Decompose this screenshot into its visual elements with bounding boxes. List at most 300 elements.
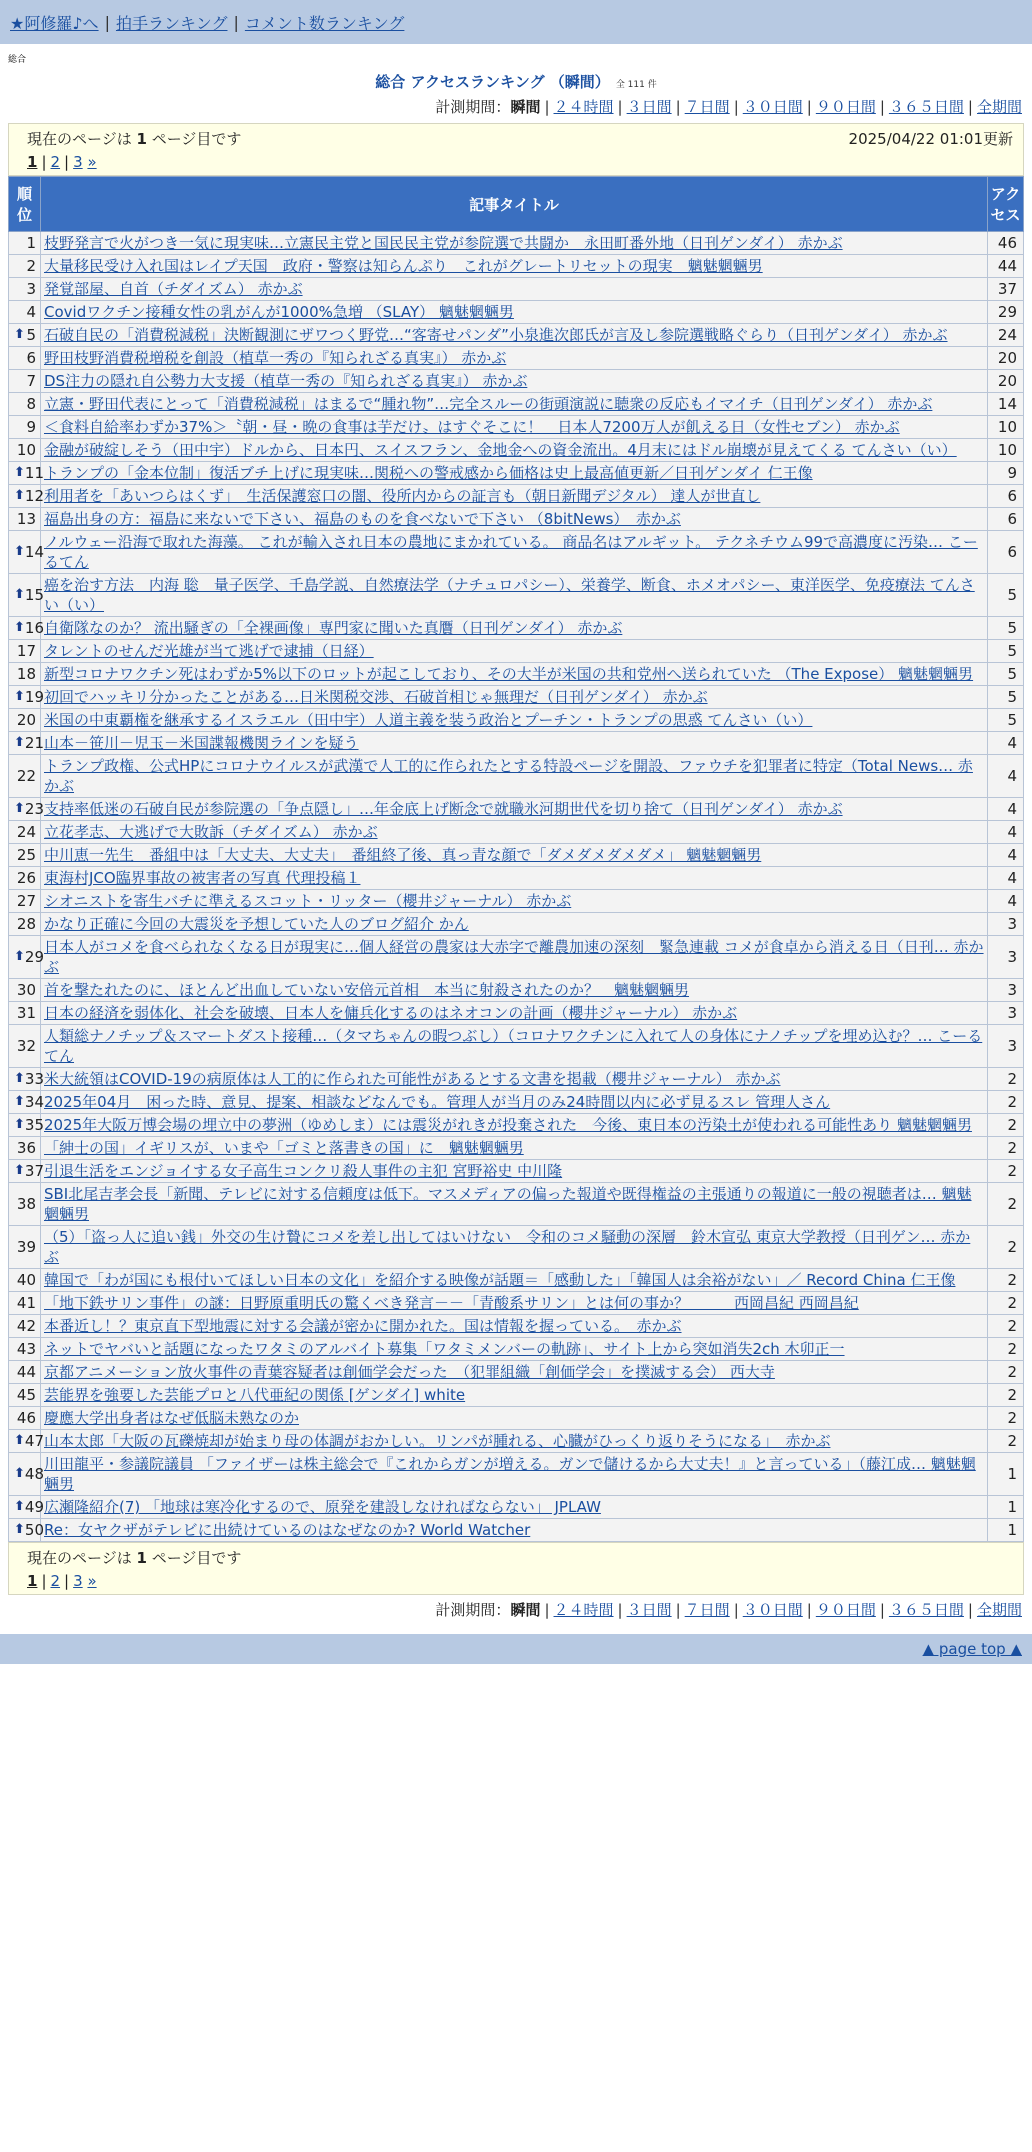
item-count: 全 111 件 <box>615 80 657 90</box>
article-link[interactable]: 石破自民の「消費税減税」決断観測にザワつく野党…“客寄せパンダ”小泉進次郎氏が言及し参院選戦略ぐらり（日刊ゲンダイ） 赤かぶ <box>44 326 948 344</box>
access-count: 46 <box>988 232 1024 255</box>
rank-number: 23 <box>24 800 44 818</box>
article-link[interactable]: 本番近し！？東京直下型地震に対する会議が密かに開かれた。国は情報を握っている。 赤かぶ <box>44 1317 682 1335</box>
article-link[interactable]: 韓国で「わが国にも根付いてほしい日本の文化」を紹介する映像が話題＝「感動した」「韓国人は余裕がない」／ Record China 仁王像 <box>44 1271 956 1289</box>
period-option[interactable]: ９０日間 <box>815 98 876 116</box>
article-link[interactable]: 枝野発言で火がつき一気に現実味…立憲民主党と国民民主党が参院選で共闘か 永田町番外地（日刊ゲンダイ） 赤かぶ <box>44 234 843 252</box>
title-cell <box>41 1025 988 1068</box>
period-separator: | <box>617 98 623 116</box>
table-row <box>9 462 1024 485</box>
home-link[interactable]: ★阿修羅♪へ <box>10 13 99 33</box>
ranking-body <box>9 232 1024 1542</box>
rank-cell <box>9 709 41 732</box>
table-row <box>9 1519 1024 1542</box>
rank-cell <box>9 1226 41 1269</box>
rank-cell <box>9 301 41 324</box>
rank-cell <box>9 1407 41 1430</box>
article-link[interactable]: ノルウェー沿海で取れた海藻。 これが輸入され日本の農地にまかれている。 商品名はアルギット。 テクネチウム99で高濃度に汚染… こーるてん <box>44 533 978 571</box>
up-arrow-icon: ⬆ <box>14 1094 25 1109</box>
access-count: 5 <box>988 686 1024 709</box>
title-cell <box>41 1315 988 1338</box>
article-link[interactable]: 2025年04月 困った時、意見、提案、相談などなんでも。管理人が当月のみ24時間以内に必ず見るスレ 管理人さん <box>44 1093 831 1111</box>
title-cell <box>41 278 988 301</box>
article-link[interactable]: 芸能界を強要した芸能プロと八代亜紀の関係 [ゲンダイ] white <box>44 1386 466 1404</box>
access-count: 3 <box>988 1025 1024 1068</box>
table-row <box>9 913 1024 936</box>
title-cell <box>41 1114 988 1137</box>
article-link[interactable]: 初回でハッキリ分かったことがある…日米関税交渉、石破首相じゃ無理だ（日刊ゲンダイ） 赤かぶ <box>44 688 708 706</box>
rank-header: 順位 <box>9 177 41 232</box>
article-link[interactable]: 引退生活をエンジョイする女子高生コンクリ殺人事件の主犯 宮野裕史 中川隆 <box>44 1162 563 1180</box>
up-arrow-icon: ⬆ <box>14 327 25 342</box>
rank-cell <box>9 732 44 755</box>
rank-cell <box>9 1519 44 1542</box>
rank-number: 46 <box>16 1409 36 1427</box>
table-row <box>9 531 1024 574</box>
page-link[interactable]: 1 <box>27 153 38 171</box>
up-arrow-icon: ⬆ <box>14 620 25 635</box>
article-link[interactable]: Re：女ヤクザがテレビに出続けているのはなぜなのか? World Watcher <box>44 1521 531 1539</box>
article-link[interactable]: トランプの「金本位制」復活ブチ上げに現実味…関税への警戒感から価格は史上最高値更新／日刊ゲンダイ 仁王像 <box>44 464 813 482</box>
table-row <box>9 844 1024 867</box>
article-link[interactable]: 日本人がコメを食べられなくなる日が現実に…個人経営の農家は大赤字で離農加速の深刻 緊急連載 コメが食卓から消える日（日刊… 赤かぶ <box>44 938 984 976</box>
up-arrow-icon: ⬆ <box>14 587 25 602</box>
access-count: 2 <box>988 1407 1024 1430</box>
title-cell <box>41 617 988 640</box>
table-row <box>9 867 1024 890</box>
page-link[interactable]: 2 <box>50 1572 61 1590</box>
table-row <box>9 347 1024 370</box>
pager-separator: | <box>41 153 47 171</box>
period-option[interactable]: ３６５日間 <box>888 98 964 116</box>
rank-cell <box>9 1384 41 1407</box>
title-cell <box>41 232 988 255</box>
title-cell <box>41 508 988 531</box>
access-count: 4 <box>988 844 1024 867</box>
comment-ranking-link[interactable]: コメント数ランキング <box>244 13 405 33</box>
rank-number: 40 <box>16 1271 36 1289</box>
access-count: 4 <box>988 755 1024 798</box>
rank-cell <box>9 1114 44 1137</box>
article-link[interactable]: 自衛隊なのか？ 流出騒ぎの「全裸画像」専門家に聞いた真贋（日刊ゲンダイ） 赤かぶ <box>44 619 623 637</box>
rank-number: 8 <box>26 395 36 413</box>
article-link[interactable]: （5）「盗っ人に追い銭」外交の生け贄にコメを差し出してはいけない 令和のコメ騒動の深層 鈴木宣弘 東京大学教授（日刊ゲン… 赤かぶ <box>44 1228 971 1266</box>
table-row <box>9 1292 1024 1315</box>
table-row <box>9 1025 1024 1068</box>
access-count: 1 <box>988 1519 1024 1542</box>
table-row <box>9 1091 1024 1114</box>
title-cell <box>41 1183 988 1226</box>
rank-number: 6 <box>26 349 36 367</box>
rank-number: 32 <box>16 1037 36 1055</box>
access-count: 5 <box>988 663 1024 686</box>
title-cell <box>41 844 988 867</box>
article-link[interactable]: 発覚部屋、自首（チダイズム） 赤かぶ <box>44 280 303 298</box>
title-cell <box>41 1453 988 1496</box>
page-link[interactable]: 3 <box>73 1572 83 1590</box>
page-link[interactable]: 1 <box>27 1572 38 1590</box>
rank-number: 13 <box>16 510 36 528</box>
up-arrow-icon: ⬆ <box>14 1117 25 1132</box>
article-link[interactable]: 「地下鉄サリン事件」の謎：日野原重明氏の驚くべき発言－－「青酸系サリン」とは何の事か？ 西岡昌紀 西岡昌紀 <box>44 1294 859 1312</box>
article-link[interactable]: 福島出身の方：福島に来ないで下さい、福島のものを食べないで下さい （8bitNews） 赤かぶ <box>44 510 681 528</box>
period-option[interactable]: ３０日間 <box>742 98 803 116</box>
article-link[interactable]: 米国の中東覇権を継承するイスラエル（田中宇）人道主義を装う政治とプーチン・トランプの思惑 てんさい（い） <box>44 711 813 729</box>
title-cell <box>41 462 988 485</box>
rank-cell <box>9 867 41 890</box>
rank-cell <box>9 1315 41 1338</box>
clap-ranking-link[interactable]: 拍手ランキング <box>115 13 228 33</box>
article-link[interactable]: 2025年大阪万博会場の埋立中の夢洲（ゆめしま）には震災がれきが投棄された 今後、東日本の汚染土が使われる可能性あり 魑魅魍魎男 <box>44 1116 972 1134</box>
title-cell <box>41 979 988 1002</box>
rank-cell <box>9 1361 41 1384</box>
access-count: 5 <box>988 617 1024 640</box>
title-cell <box>41 324 988 347</box>
period-option[interactable]: 全期間 <box>976 1601 1022 1619</box>
rank-cell <box>9 324 41 347</box>
period-option[interactable]: ９０日間 <box>815 1601 876 1619</box>
article-link[interactable]: 米大統領はCOVID-19の病原体は人工的に作られた可能性があるとする文書を掲載（櫻井ジャーナル） 赤かぶ <box>44 1070 781 1088</box>
period-separator: | <box>617 1601 623 1619</box>
title-cell <box>41 798 988 821</box>
table-row <box>9 979 1024 1002</box>
access-count: 5 <box>988 574 1024 617</box>
rank-cell <box>9 1025 41 1068</box>
table-row <box>9 1338 1024 1361</box>
rank-cell <box>9 686 44 709</box>
page-info-top <box>8 123 1024 176</box>
rank-number: 1 <box>26 234 36 252</box>
rank-cell <box>9 347 41 370</box>
period-separator: | <box>967 98 973 116</box>
table-row <box>9 1407 1024 1430</box>
article-link[interactable]: 中川恵一先生 番組中は「大丈夫、大丈夫」 番組終了後、真っ青な顔で「ダメダメダメダメ」 魑魅魍魎男 <box>44 846 762 864</box>
article-link[interactable]: 利用者を「あいつらはくず」 生活保護窓口の闇、役所内からの証言も（朝日新聞デジタル） 達人が世直し <box>44 487 761 505</box>
access-header: アクセス <box>988 177 1024 232</box>
rank-number: 37 <box>24 1162 44 1180</box>
table-row <box>9 278 1024 301</box>
up-arrow-icon: ⬆ <box>14 488 25 503</box>
rank-cell <box>9 1091 44 1114</box>
title-cell <box>41 574 988 617</box>
section-label: 総合 <box>8 55 27 65</box>
title-cell <box>41 301 988 324</box>
access-count: 10 <box>988 416 1024 439</box>
rank-number: 26 <box>16 869 36 887</box>
period-separator: | <box>879 98 885 116</box>
period-option[interactable]: ３０日間 <box>742 1601 803 1619</box>
title-cell <box>41 890 988 913</box>
article-link[interactable]: ネットでヤバいと話題になったワタミのアルバイト募集「ワタミメンバーの軌跡」、サイト上から突如消失2ch 木卯正一 <box>44 1340 845 1358</box>
up-arrow-icon: ⬆ <box>14 1466 25 1481</box>
period-option[interactable]: ７日間 <box>684 98 730 116</box>
table-row <box>9 439 1024 462</box>
rank-number: 28 <box>16 915 36 933</box>
title-cell <box>41 1137 988 1160</box>
article-link[interactable]: シオニストを寄生バチに準えるスコット・リッター（櫻井ジャーナル） 赤かぶ <box>44 892 572 910</box>
title-cell <box>41 439 988 462</box>
table-row <box>9 1496 1024 1519</box>
article-link[interactable]: Covidワクチン接種女性の乳がんが1000%急増 （SLAY） 魑魅魍魎男 <box>44 303 514 321</box>
rank-number: 49 <box>24 1498 44 1516</box>
title-cell <box>41 709 988 732</box>
table-row <box>9 232 1024 255</box>
table-row <box>9 485 1024 508</box>
article-link[interactable]: 京都アニメーション放火事件の青葉容疑者は創価学会だった （犯罪組織「創価学会」を撲滅する会） 西大寺 <box>44 1363 775 1381</box>
table-row <box>9 890 1024 913</box>
rank-cell <box>9 755 41 798</box>
page-title-text: 総合 アクセスランキング （瞬間） <box>375 73 610 91</box>
table-row <box>9 821 1024 844</box>
access-count: 2 <box>988 1091 1024 1114</box>
access-count: 2 <box>988 1160 1024 1183</box>
access-count: 3 <box>988 913 1024 936</box>
period-option[interactable]: ３６５日間 <box>888 1601 964 1619</box>
article-link[interactable]: 慶應大学出身者はなぜ低脳未熟なのか <box>44 1409 300 1427</box>
access-count: 6 <box>988 531 1024 574</box>
nav-separator: | <box>104 12 110 32</box>
access-count: 2 <box>988 1183 1024 1226</box>
article-link[interactable]: 立花孝志、大逃げで大敗訴（チダイズム） 赤かぶ <box>44 823 378 841</box>
rank-number: 9 <box>26 418 36 436</box>
article-link[interactable]: 広瀬隆紹介(7) 「地球は寒冷化するので、原発を建設しなければならない」 JPLAW <box>44 1498 601 1516</box>
period-separator: | <box>806 98 812 116</box>
period-option[interactable]: ３日間 <box>626 98 672 116</box>
article-link[interactable]: 支持率低迷の石破自民が参院選の「争点隠し」…年金底上げ断念で就職氷河期世代を切り捨て（日刊ゲンダイ） 赤かぶ <box>44 800 843 818</box>
period-option[interactable]: ２４時間 <box>553 98 614 116</box>
article-link[interactable]: 日本の経済を弱体化、社会を破壊、日本人を傭兵化するのはネオコンの計画（櫻井ジャーナル） 赤かぶ <box>44 1004 738 1022</box>
access-count: 2 <box>988 1269 1024 1292</box>
rank-cell <box>9 574 44 617</box>
rank-number: 43 <box>16 1340 36 1358</box>
up-arrow-icon: ⬆ <box>14 949 25 964</box>
page-link[interactable]: 2 <box>50 153 61 171</box>
access-count: 2 <box>988 1361 1024 1384</box>
rank-cell <box>9 1068 44 1091</box>
table-row <box>9 393 1024 416</box>
access-count: 3 <box>988 936 1024 979</box>
article-link[interactable]: 首を撃たれたのに、ほとんど出血していない安倍元首相 本当に射殺されたのか？ 魑魅魍魎男 <box>44 981 690 999</box>
title-cell <box>41 347 988 370</box>
access-count: 3 <box>988 979 1024 1002</box>
period-separator: | <box>967 1601 973 1619</box>
article-link[interactable]: 「紳士の国」イギリスが、いまや「ゴミと落書きの国」に 魑魅魍魎男 <box>44 1139 524 1157</box>
table-row <box>9 1226 1024 1269</box>
period-label: 計測期間： <box>435 98 511 116</box>
article-link[interactable]: 金融が破綻しそう（田中宇）ドルから、日本円、スイスフラン、金地金への資金流出。4月末にはドル崩壊が見えてくる てんさい（い） <box>44 441 957 459</box>
up-arrow-icon: ⬆ <box>14 689 25 704</box>
article-link[interactable]: 山本太郎「大阪の瓦礫焼却が始まり母の体調がおかしい。リンパが腫れる、心臓がひっくり返りそうになる」 赤かぶ <box>44 1432 831 1450</box>
rank-cell <box>9 798 44 821</box>
table-row <box>9 936 1024 979</box>
rank-cell <box>9 936 44 979</box>
rank-number: 3 <box>26 280 36 298</box>
rank-number: 20 <box>16 711 36 729</box>
title-cell <box>41 755 988 798</box>
page-status: 現在のページは 1 ページ目です <box>27 130 242 148</box>
rank-cell <box>9 439 41 462</box>
period-separator: | <box>675 98 681 116</box>
rank-number: 25 <box>16 846 36 864</box>
access-count: 4 <box>988 798 1024 821</box>
rank-cell <box>9 617 44 640</box>
article-link[interactable]: 人類総ナノチップ＆スマートダスト接種…（タマちゃんの暇つぶし）（コロナワクチンに入れて人の身体にナノチップを埋め込む？… こーるてん <box>44 1027 983 1065</box>
rank-number: 19 <box>24 688 44 706</box>
title-cell <box>41 1430 988 1453</box>
article-link[interactable]: 立憲・野田代表にとって「消費税減税」はまるで“腫れ物”…完全スルーの街頭演説に聴衆の反応もイマイチ（日刊ゲンダイ） 赤かぶ <box>44 395 933 413</box>
title-cell <box>41 531 988 574</box>
period-separator: | <box>544 1601 550 1619</box>
rank-number: 10 <box>16 441 36 459</box>
title-cell <box>41 821 988 844</box>
table-row <box>9 1002 1024 1025</box>
table-row <box>9 574 1024 617</box>
table-row <box>9 1269 1024 1292</box>
rank-number: 47 <box>24 1432 44 1450</box>
title-cell <box>41 1068 988 1091</box>
period-option[interactable]: ７日間 <box>684 1601 730 1619</box>
rank-cell <box>9 1338 41 1361</box>
rank-number: 22 <box>16 767 36 785</box>
up-arrow-icon: ⬆ <box>14 1522 25 1537</box>
rank-cell <box>9 255 41 278</box>
access-count: 9 <box>988 462 1024 485</box>
table-row <box>9 663 1024 686</box>
access-count: 1 <box>988 1453 1024 1496</box>
title-cell <box>41 1361 988 1384</box>
article-link[interactable]: 東海村JCO臨界事故の被害者の写真 代理投稿１ <box>44 869 361 887</box>
article-link[interactable]: 癌を治す方法 内海 聡 量子医学、千島学説、自然療法学（ナチュロパシー）、栄養学、断食、ホメオパシー、東洋医学、免疫療法 てんさい（い） <box>44 576 975 614</box>
period-option[interactable]: ３日間 <box>626 1601 672 1619</box>
title-cell <box>41 1292 988 1315</box>
article-link[interactable]: かなり正確に今回の大震災を予想していた人のブログ紹介 かん <box>44 915 469 933</box>
table-row <box>9 416 1024 439</box>
article-link[interactable]: タレントのせんだ光雄が当て逃げで逮捕（日経） <box>44 642 374 660</box>
rank-cell <box>9 531 44 574</box>
access-count: 2 <box>988 1292 1024 1315</box>
pager-separator: | <box>41 1572 47 1590</box>
table-row <box>9 1183 1024 1226</box>
period-option[interactable]: 全期間 <box>976 98 1022 116</box>
period-separator: | <box>544 98 550 116</box>
up-arrow-icon: ⬆ <box>14 1433 25 1448</box>
rank-cell <box>9 1137 41 1160</box>
access-count: 20 <box>988 370 1024 393</box>
rank-number: 17 <box>16 642 36 660</box>
article-link[interactable]: DS注力の隠れ自公勢力大支援（植草一秀の『知られざる真実』） 赤かぶ <box>44 372 528 390</box>
access-count: 5 <box>988 640 1024 663</box>
rank-cell <box>9 1002 41 1025</box>
table-row <box>9 301 1024 324</box>
title-cell <box>41 913 988 936</box>
period-option[interactable]: ２４時間 <box>553 1601 614 1619</box>
table-row <box>9 1315 1024 1338</box>
access-count: 37 <box>988 278 1024 301</box>
article-link[interactable]: ＜食料自給率わずか37%＞〝朝・昼・晩の食事は芋だけ〟はすぐそこに！ 日本人7200万人が飢える日（女性セブン） 赤かぶ <box>44 418 900 436</box>
next-page-link[interactable]: » <box>87 153 97 171</box>
title-cell <box>41 1226 988 1269</box>
rank-cell <box>9 1269 41 1292</box>
period-option: 瞬間 <box>510 1601 541 1619</box>
rank-cell <box>9 370 41 393</box>
pager-separator: | <box>64 1572 70 1590</box>
period-selector-top <box>0 96 1022 117</box>
rank-number: 35 <box>24 1116 44 1134</box>
rank-cell <box>9 1292 41 1315</box>
rank-number: 31 <box>16 1004 36 1022</box>
title-cell <box>41 663 988 686</box>
rank-cell <box>9 416 41 439</box>
table-row <box>9 732 1024 755</box>
period-separator: | <box>733 1601 739 1619</box>
table-row <box>9 686 1024 709</box>
rank-number: 24 <box>16 823 36 841</box>
rank-number: 33 <box>24 1070 44 1088</box>
article-link[interactable]: トランプ政権、公式HPにコロナウイルスが武漢で人工的に作られたとする特設ページを開設、ファウチを犯罪者に特定（Total News… 赤かぶ <box>44 757 973 795</box>
article-link[interactable]: 山本－笹川－児玉－米国諜報機関ラインを疑う <box>44 734 359 752</box>
table-row <box>9 1137 1024 1160</box>
rank-cell <box>9 1496 44 1519</box>
rank-number: 41 <box>16 1294 36 1312</box>
rank-cell <box>9 232 41 255</box>
article-link[interactable]: 新型コロナワクチン死はわずか5%以下のロットが起こしており、その大半が米国の共和党州へ送られていた （The Expose） 魑魅魍魎男 <box>44 665 974 683</box>
access-count: 2 <box>988 1315 1024 1338</box>
access-count: 4 <box>988 867 1024 890</box>
access-count: 6 <box>988 485 1024 508</box>
title-cell <box>41 1496 988 1519</box>
rank-number: 2 <box>26 257 36 275</box>
article-link[interactable]: SBI北尾吉孝会長「新聞、テレビに対する信頼度は低下。マスメディアの偏った報道や既得権益の主張通りの報道に一般の視聴者は… 魑魅魍魎男 <box>44 1185 972 1223</box>
rank-cell <box>9 485 44 508</box>
rank-cell <box>9 508 41 531</box>
table-row <box>9 709 1024 732</box>
title-cell <box>41 732 988 755</box>
next-page-link[interactable]: » <box>87 1572 97 1590</box>
table-row <box>9 370 1024 393</box>
title-cell <box>41 1002 988 1025</box>
rank-number: 18 <box>16 665 36 683</box>
title-cell <box>41 686 988 709</box>
access-count: 2 <box>988 1068 1024 1091</box>
access-count: 4 <box>988 821 1024 844</box>
rank-cell <box>9 1430 44 1453</box>
title-cell <box>41 1407 988 1430</box>
rank-cell <box>9 663 41 686</box>
title-cell <box>41 1384 988 1407</box>
pager-top <box>27 153 1013 171</box>
access-count: 14 <box>988 393 1024 416</box>
period-option: 瞬間 <box>510 98 541 116</box>
title-cell <box>41 1160 988 1183</box>
up-arrow-icon: ⬆ <box>14 1071 25 1086</box>
article-link[interactable]: 川田龍平・参議院議員 「ファイザーは株主総会で『これからガンが増える。ガンで儲けるから大丈夫！』と言っている」（藤江成… 魑魅魍魎男 <box>44 1455 976 1493</box>
page-top-link[interactable]: ▲ page top ▲ <box>922 1640 1022 1658</box>
ranking-table <box>8 176 1024 1542</box>
article-link[interactable]: 野田枝野消費税増税を創設（植草一秀の『知られざる真実』） 赤かぶ <box>44 349 507 367</box>
up-arrow-icon: ⬆ <box>14 544 25 559</box>
table-row <box>9 324 1024 347</box>
rank-cell <box>9 1453 44 1496</box>
page-link[interactable]: 3 <box>73 153 83 171</box>
title-cell <box>41 936 988 979</box>
period-label: 計測期間： <box>435 1601 511 1619</box>
article-link[interactable]: 大量移民受け入れ国はレイプ天国 政府・警察は知らんぷり これがグレートリセットの現実 魑魅魍魎男 <box>44 257 763 275</box>
rank-number: 44 <box>16 1363 36 1381</box>
rank-number: 4 <box>26 303 36 321</box>
title-cell <box>41 416 988 439</box>
table-row <box>9 508 1024 531</box>
rank-number: 14 <box>24 543 44 561</box>
